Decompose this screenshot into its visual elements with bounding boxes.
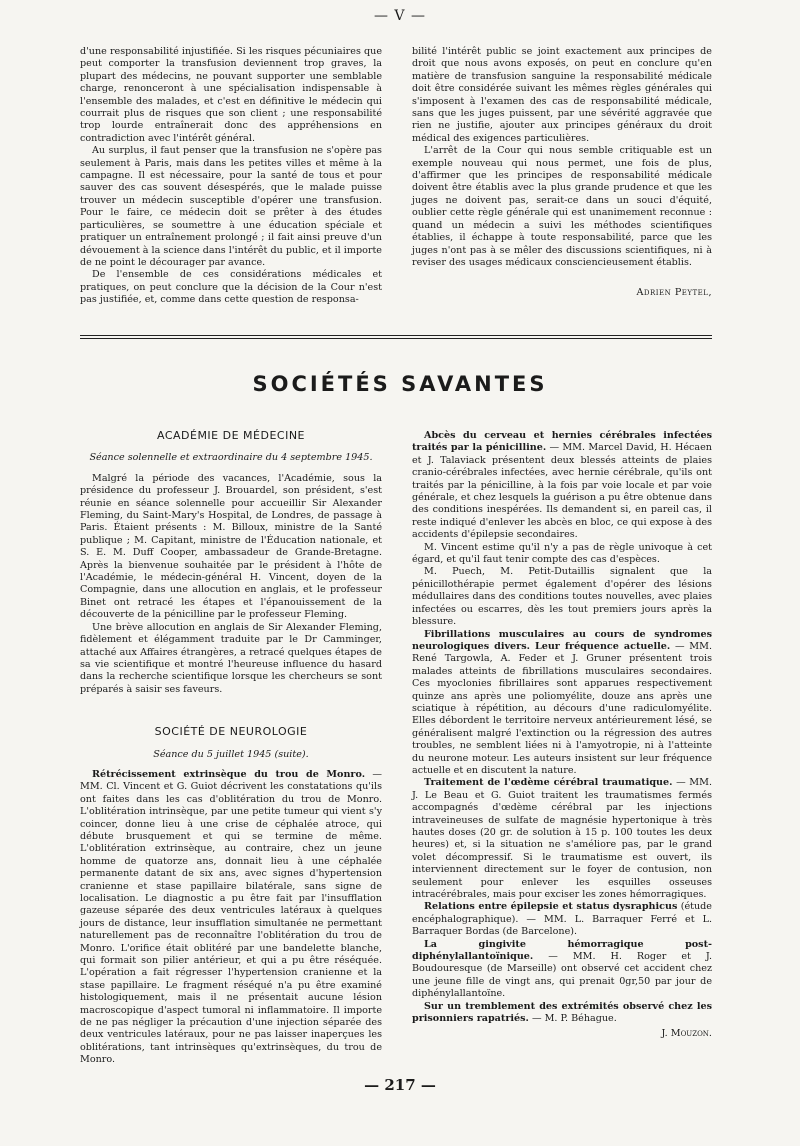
author-signature: J. Mouzon. [661,1027,712,1039]
paragraph: M. Vincent estime qu'il n'y a pas de règle univoque à cet égard, et qu'il faut tenir compte des cas d'espèces. [412,541,712,566]
session-line: Séance du 5 juillet 1945 (suite). [153,748,309,760]
article [412,1001,712,1026]
article-title: Fibrillations musculaires au cours de syndromes neurologiques divers. Leur fréquence actuelle. [412,628,712,652]
article-body: — MM. J. Le Beau et G. Guiot traitent les traumatismes fermés accompagnés d'œdème cérébral par les injections intraveineuses de sulfate de magnésie hypertonique à très hautes doses (20 gr. de solution à 15 p. 100 toutes les deux heures) et, si la situation ne s'améliore pas, par le grand volet décompressif. Si le traumatisme est ouvert, ils interviennent directement sur le foyer de contusion, non seulement pour enlever les esquilles osseuses intracérébrales, mais pour exciser les zones hémorragiques. [412,777,712,901]
article-title: Abcès du cerveau et hernies cérébrales infectées traités par la pénicilline. [412,430,712,454]
article-body: — MM. H. Roger et J. Boudouresque (de Marseille) ont observé cet accident chez une jeune fille de vingt ans, qui prenait 0gr,50 par jour de diphénylallantoïne. [412,951,712,1000]
page-number: — 217 — [364,1076,436,1094]
article [412,629,712,778]
article [412,939,712,1001]
article [80,769,382,1067]
paragraph: M. Puech, M. Petit-Dutaillis signalent que la pénicillothérapie permet également d'opérer des lésions médullaires dans des conditions toutes nouvelles, avec plaies infectées ou escarres, dès les tout premiers jours après la blessure. [412,566,712,628]
society-heading: ACADÉMIE DE MÉDECINE [156,429,306,442]
paragraph: De l'ensemble de ces considérations médicales et pratiques, on peut conclure que la décision de la Cour n'est pas justifiée, et, comme dans cette question de responsa- [80,269,382,306]
article-body: — MM. Cl. Vincent et G. Guiot décrivent les constatations qu'ils ont faites dans les cas d'oblitération du trou de Monro. L'oblitération intrinsèque, par une petite tumeur qui vient s'y coincer, donne lieu à une crise de céphalée atroce, qui débute brusquement et qui se termine de même. L'oblitération extrinsèque, au contraire, chez un jeune homme de quatorze ans, donnait lieu à une céphalée permanente datant de six ans, avec signes d'hypertension cranienne et stase papillaire bilatérale, sans signe de localisation. Le diagnostic a pu être fait par l'insufflation gazeuse séparée des deux ventricules latéraux à quelques jours de distance, leur insufflation simultanée ne permettant naturellement pas de reconnaître l'oblitération du trou de Monro. L'orifice était oblitéré par une bandelette blanche, qui formait son pilier antérieur, et qui a pu être réséquée. L'opération a fait régresser l'hypertension cranienne et la stase papillaire. Le fragment réséqué n'a pu être examiné histologiquement, mais il ne présentait aucune lésion macroscopique d'aspect tumoral ni inflammatoire. Il importe de ne pas négliger la précaution d'une injection séparée des deux ventricules latéraux, pour ne pas laisser inaperçues les oblitérations, tant intrinsèques qu'extrinsèques, du trou de Monro. [80,768,382,1066]
roman-page-number: — V — [373,8,426,24]
article-body: (étude encéphalographique). — MM. L. Barraquer Ferré et L. Barraquer Bordas (de Barcelone). [412,901,712,938]
article [412,901,712,938]
section-title: SOCIÉTÉS SAVANTES [252,372,548,396]
article-title: Sur un tremblement des extrémités observé chez les prisonniers rapatriés. [412,1000,712,1025]
society-heading: SOCIÉTÉ DE NEUROLOGIE [154,725,308,739]
top-left-column [80,46,382,307]
article-body: — MM. René Targowla, A. Feder et J. Gruner présentent trois malades atteints de fibrillations musculaires secondaires. Ces myoclonies fibrillaires sont apparues respectivement quinze ans après une poliomyélite, douze ans après une sciatique à répétition, au décours d'une radiculomyélite. Elles débordent le territoire nerveux antérieurement lésé, se généralisent malgré l'extinction ou la régression des autres troubles, ne semblent liées ni à l'amyotropie, ni à l'atteinte du neurone moteur. Les auteurs insistent sur leur fréquence actuelle et en discutent la nature. [412,640,712,776]
session-line: Séance solennelle et extraordinaire du 4 septembre 1945. [89,452,373,464]
paragraph: Au surplus, il faut penser que la transfusion ne s'opère pas seulement à Paris, mais dans les petites villes et même à la campagne. Il est nécessaire, pour la santé de tous et pour sauver des cas souvent désespérés, que le malade puisse trouver un médecin susceptible d'opérer une transfusion. Pour le faire, ce médecin doit se prêter à des études particulières, se soumettre à une éducation spéciale et pratiquer un entraînement prolongé ; il fait ainsi preuve d'un dévouement à la science dans l'intérêt du public, et il importe de ne point le décourager par avance. [80,145,382,268]
article-title: La gingivite hémorragique post-diphénylallantoïnique. [412,938,712,963]
paragraph: Une brève allocution en anglais de Sir Alexander Fleming, fidèlement et élégamment traduite par le Dr Camminger, attaché aux Affaires étrangères, a retracé quelques étapes de sa vie scientifique et montré l'heureuse influence du hasard dans la recherche scientifique lorsque les chercheurs se sont préparés à saisir ses faveurs. [80,621,382,695]
author-signature: Adrien Peytel, [636,287,712,299]
article [412,430,712,542]
paragraph: L'arrêt de la Cour qui nous semble critiquable est un exemple nouveau qui nous permet, une fois de plus, d'affirmer que les principes de responsabilité médicale doivent être établis avec la plus grande prudence et que les juges ne doivent pas, serait-ce dans un souci d'équité, oublier cette règle générale qui est unanimement reconnue : quand un médecin a suivi les méthodes scientifiques établies, il échappe à toute responsabilité, parce que les juges n'ont pas à se mêler des discussions scientifiques, ni à reviser des usages médicaux consciencieusement établis. [412,145,712,268]
article-title: Relations entre épilepsie et status dysraphicus [424,901,678,913]
paragraph: Malgré la période des vacances, l'Académie, sous la présidence du professeur J. Brouardel, son président, s'est réunie en séance solennelle pour accueillir Sir Alexander Fleming, du Saint-Mary's Hospital, de Londres, de passage à Paris. Étaient présents : M. Billoux, ministre de la Santé publique ; M. Capitant, ministre de l'Éducation nationale, et S. E. M. Duff Cooper, ambassadeur de Grande-Bretagne. Après la bienvenue souhaitée par le président à l'hôte de l'Académie, le médecin-général H. Vincent, doyen de la Compagnie, dans une allocution en anglais, et le professeur Binet ont retracé les étapes et l'épanouissement de la découverte de la pénicilline par le professeur Fleming. [80,472,382,621]
bottom-left-column [80,430,382,1067]
paragraph: d'une responsabilité injustifiée. Si les risques pécuniaires que peut comporter la transfusion deviennent trop graves, la plupart des médecins, ne pouvant supporter une semblable charge, renonceront à une spécialisation indispensable à l'ensemble des malades, et c'est en définitive le médecin qui courrait plus de risques que son client ; une responsabilité trop lourde entraînerait donc des appréhensions en contradiction avec l'intérêt général. [80,46,382,144]
top-right-column [412,46,712,300]
article-body: — M. P. Béhague. [531,1013,617,1025]
divider-rule [80,335,712,336]
divider-rule [80,338,712,339]
article [412,777,712,901]
paragraph: bilité l'intérêt public se joint exactement aux principes de droit que nous avons exposés, on peut en conclure qu'en matière de transfusion sanguine la responsabilité médicale doit être considérée suivant les mêmes règles générales qui s'imposent à l'examen des cas de responsabilité médicale, sans que les juges puissent, par une sévérité aggravée que rien ne justifie, ajouter aux principes généraux du droit médical des exigences particulières. [412,46,712,144]
article-title: Rétrécissement extrinsèque du trou de Monro. [92,768,366,780]
article-title: Traitement de l'œdème cérébral traumatique. [424,777,673,789]
article-body: — MM. Marcel David, H. Hécaen et J. Talaviack présentent deux blessés atteints de plaies cranio-cérébrales infectées, avec hernie cérébrale, qu'ils ont traités par la pénicilline, à la fois par voie locale et par voie générale, et chez lesquels la guérison a pu être obtenue dans des conditions inespérées. Ils demandent si, en pareil cas, il reste indiqué d'enlever les abcès en bloc, ce qui expose à des accidents d'épilepsie secondaires. [412,442,712,541]
bottom-right-column [412,430,712,1040]
